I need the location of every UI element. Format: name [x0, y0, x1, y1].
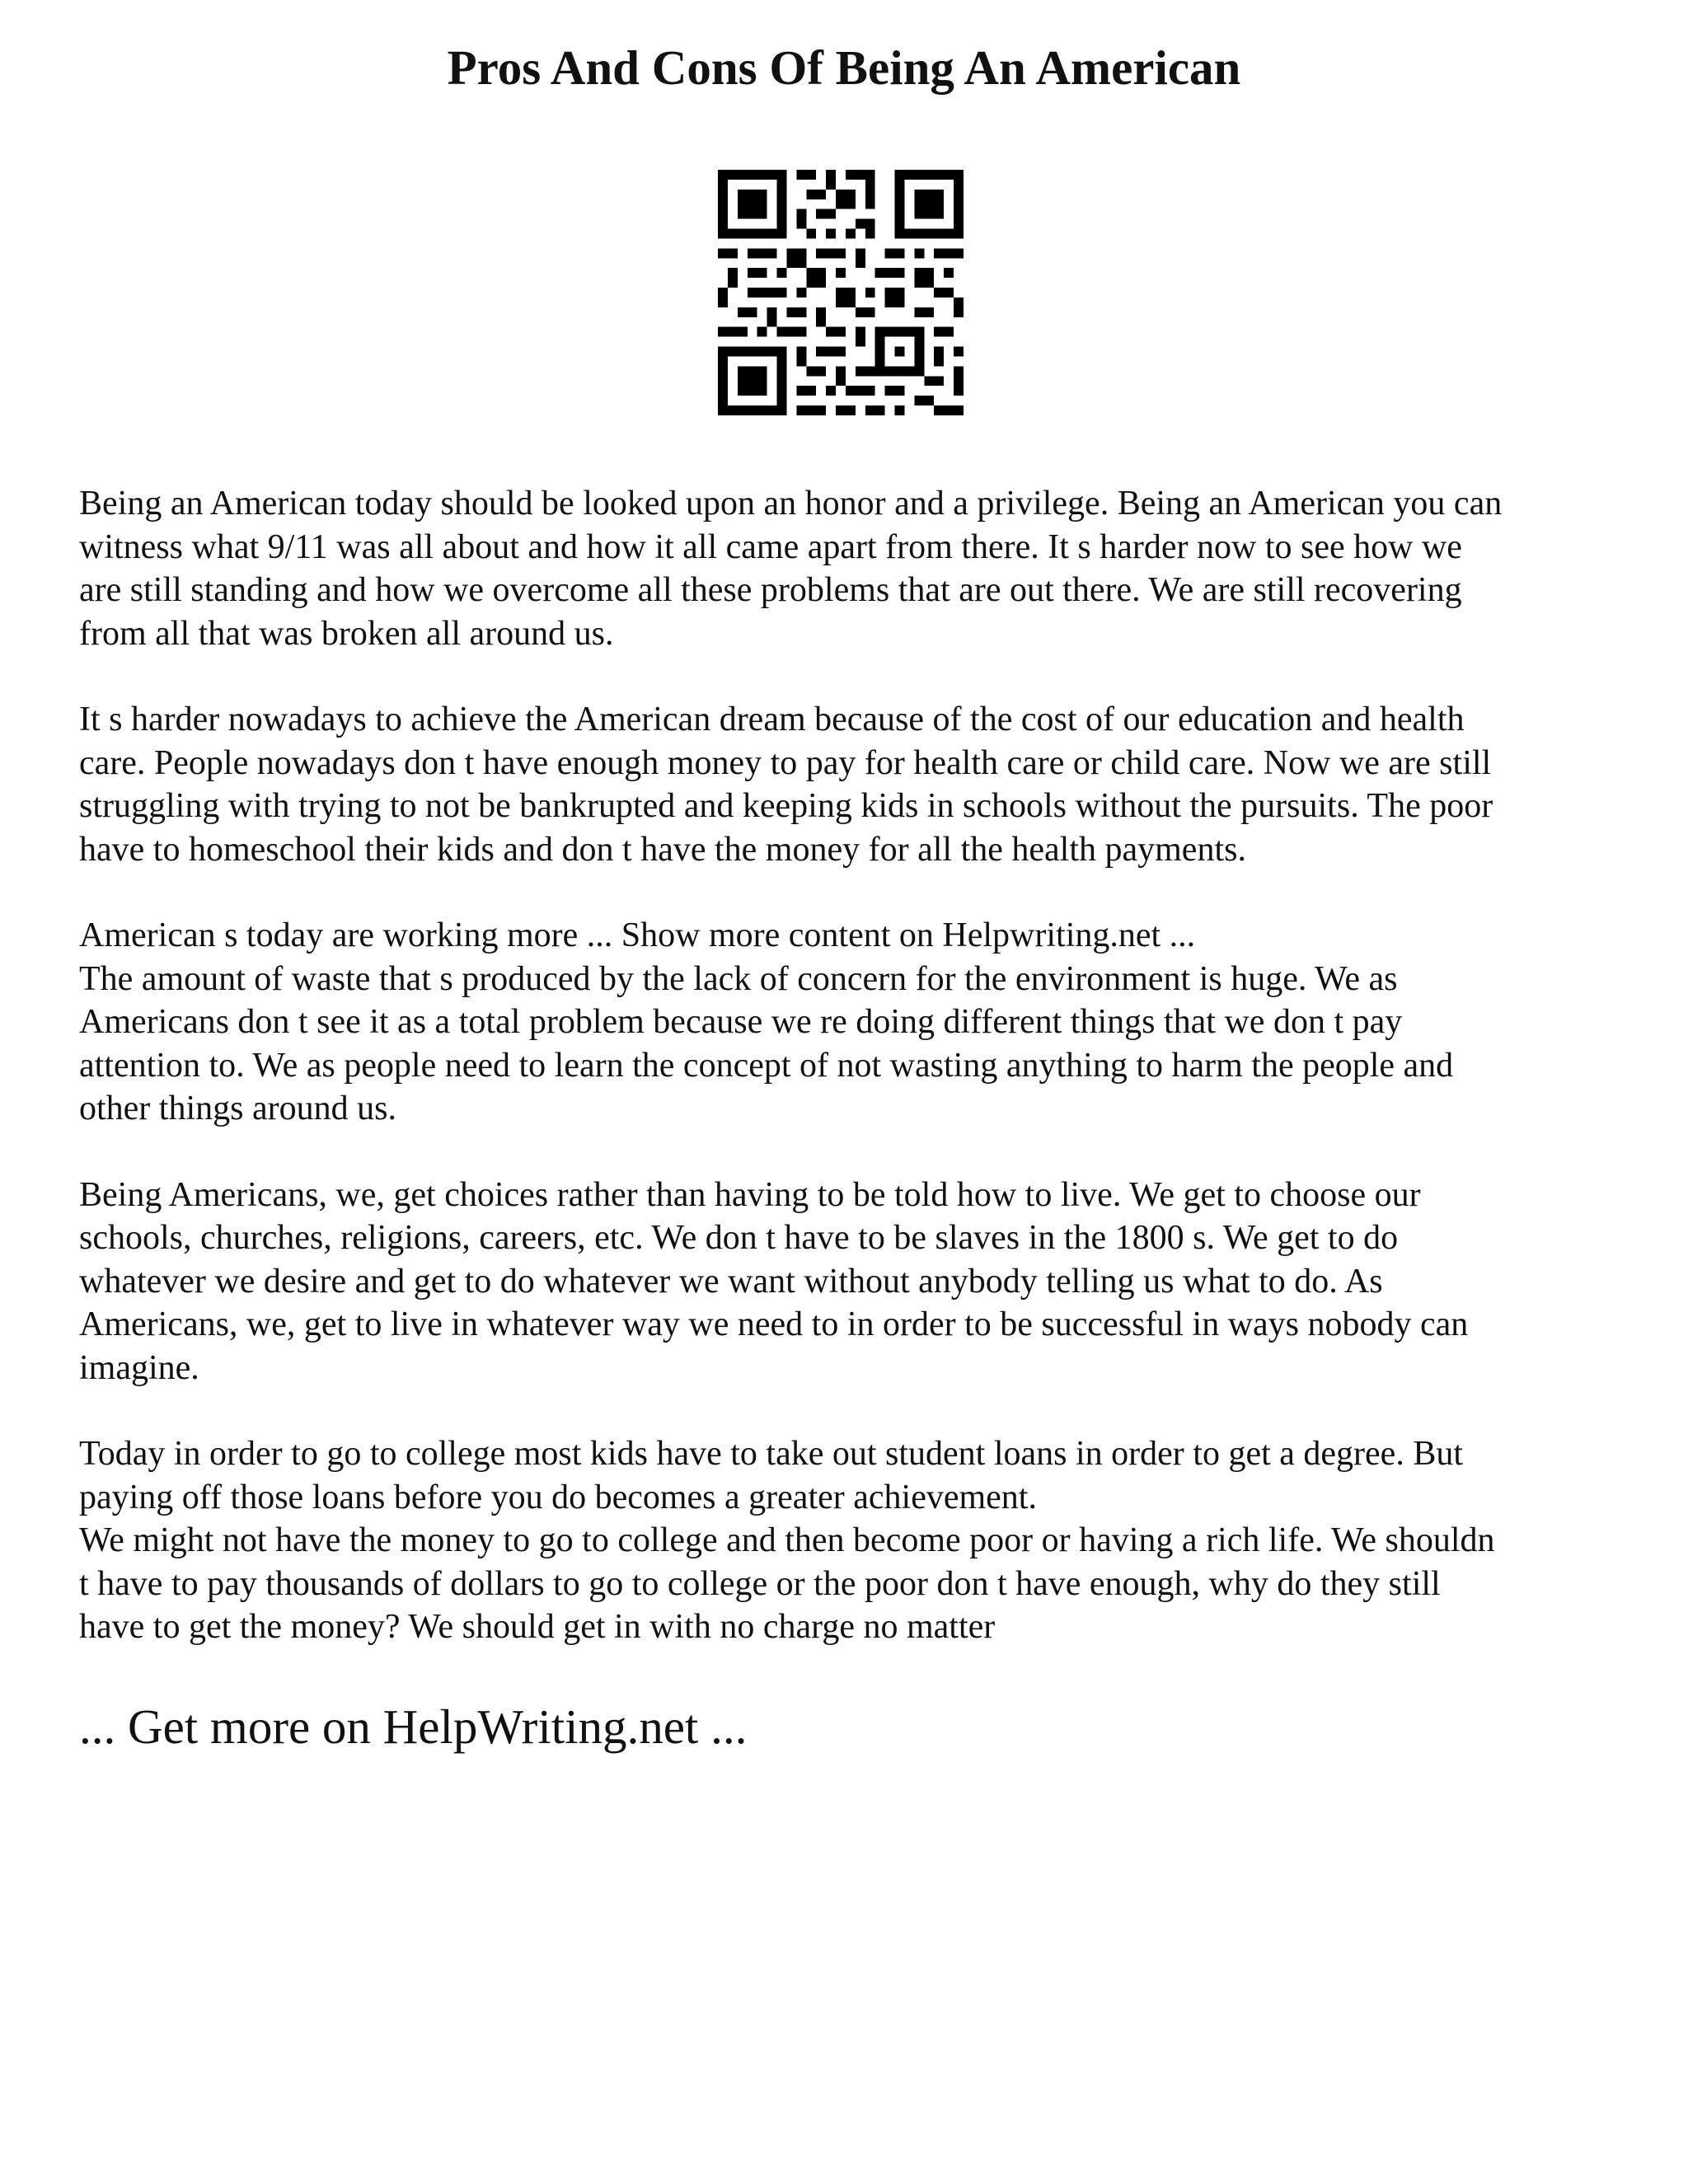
paragraph: It s harder nowadays to achieve the American dream because of the cost of our education and health care. People nowadays don t have enough money to pay for health care or child care. Now we are still struggling with trying to not be bankrupted and keeping kids in schools without the pursuits. The poor have to homeschool their kids and don t have the money for all the health payments. — [79, 701, 1493, 869]
paragraph-spacer — [79, 871, 1629, 914]
paragraph-spacer — [79, 655, 1629, 698]
paragraph-spacer — [79, 1131, 1629, 1174]
get-more-link[interactable]: ... Get more on HelpWriting.net ... — [79, 1699, 748, 1754]
paragraph: American s today are working more ... Show more content on Helpwriting.net ... The amount of waste that s produced by the lack of concern for the environment is huge. We as Americans don t see it as a total problem because we re doing different things that we don t pay attention to. We as people need to learn the concept of not wasting anything to harm the people and other things around us. — [79, 916, 1454, 1127]
article-body — [79, 482, 1629, 1649]
paragraph: Being an American today should be looked upon an honor and a privilege. Being an American you can witness what 9/11 was all about and how it all came apart from there. It s harder now to see how we are still standing and how we overcome all these problems that are out there. We are still recovering from all that was broken all around us. — [79, 485, 1503, 653]
qr-code-icon — [718, 170, 964, 415]
document-title: Pros And Cons Of Being An American — [447, 40, 1241, 95]
paragraph: Today in order to go to college most kids have to take out student loans in order to get a degree. But paying off those loans before you do becomes a greater achievement. We might not have the money to go to college and then become poor or having a rich life. We shouldn t have to pay thousands of dollars to go to college or the poor don t have enough, why do they still have to get the money? We should get in with no charge no matter — [79, 1435, 1495, 1646]
paragraph-spacer — [79, 1390, 1629, 1432]
paragraph: Being Americans, we, get choices rather than having to be told how to live. We get to choose our schools, churches, religions, careers, etc. We don t have to be slaves in the 1800 s. We get to do whatever we desire and get to do whatever we want without anybody telling us what to do. As Americans, we, get to live in whatever way we need to in order to be successful in ways nobody can imagine. — [79, 1175, 1469, 1387]
